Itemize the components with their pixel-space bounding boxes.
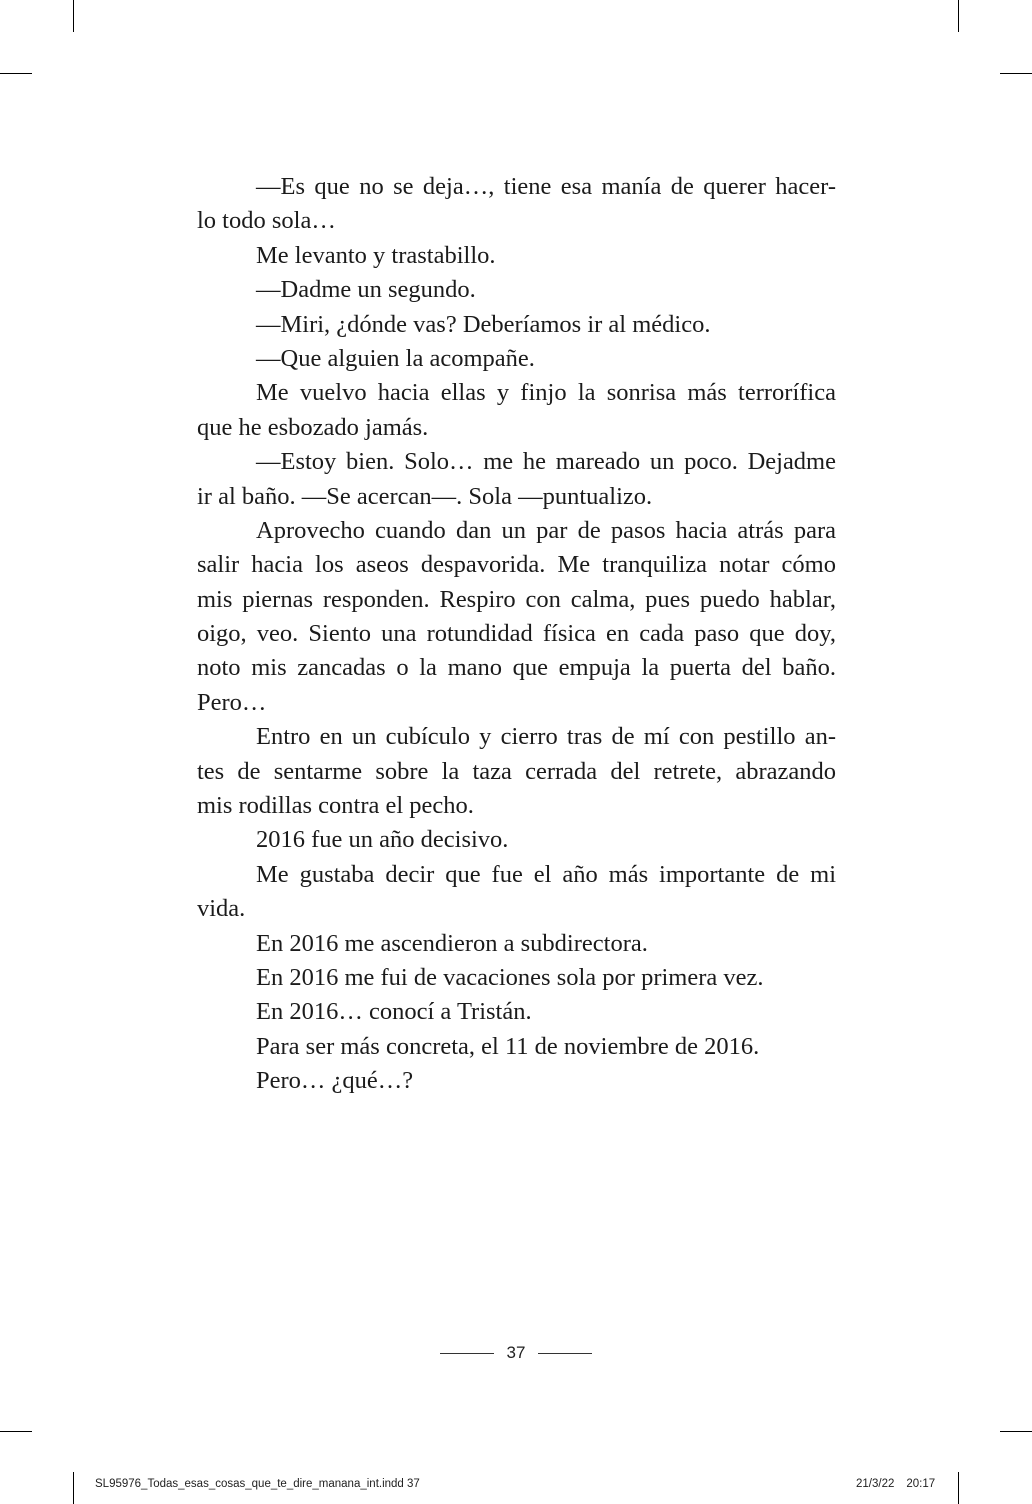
text-line: Para ser más concreta, el 11 de noviembre de 2016. bbox=[256, 1032, 760, 1060]
text-line: —Estoy bien. Solo… me he mareado un poco. Dejadme bbox=[256, 448, 836, 476]
slug-filename: SL95976_Todas_esas_cosas_que_te_dire_manana_int.indd 37 bbox=[95, 1478, 420, 1490]
text-line: mis piernas responden. Respiro con calma, pues puedo hablar, bbox=[197, 585, 836, 613]
text-line: —Que alguien la acompañe. bbox=[256, 344, 535, 372]
slug-date: 21/3/22 bbox=[856, 1478, 895, 1490]
text-line: vida. bbox=[197, 895, 246, 923]
text-line: Me vuelvo hacia ellas y finjo la sonrisa más terrorífica bbox=[256, 379, 836, 407]
text-line: Entro en un cubículo y cierro tras de mí con pestillo an- bbox=[256, 723, 836, 751]
crop-mark-left-bottom bbox=[0, 1431, 32, 1432]
crop-mark-right-bottom bbox=[1000, 1431, 1032, 1432]
text-line: En 2016… conocí a Tristán. bbox=[256, 998, 532, 1026]
text-line: Aprovecho cuando dan un par de pasos hacia atrás para bbox=[256, 516, 836, 544]
slug-time: 20:17 bbox=[906, 1478, 936, 1490]
page-number: 37 bbox=[506, 1343, 526, 1362]
crop-mark-bottom-right bbox=[958, 1472, 959, 1504]
crop-mark-bottom-left bbox=[73, 1472, 74, 1504]
page-folio bbox=[0, 1338, 1032, 1368]
text-line: ir al baño. —Se acercan—. Sola —puntualizo. bbox=[197, 482, 653, 510]
slug-timestamp bbox=[856, 1478, 935, 1490]
text-line: —Dadme un segundo. bbox=[256, 276, 476, 304]
text-line: que he esbozado jamás. bbox=[197, 413, 429, 441]
text-line: noto mis zancadas o la mano que empuja la puerta del baño. bbox=[197, 654, 836, 682]
text-line: —Miri, ¿dónde vas? Deberíamos ir al médico. bbox=[256, 310, 711, 338]
text-line: En 2016 me ascendieron a subdirectora. bbox=[256, 929, 648, 957]
text-line: —Es que no se deja…, tiene esa manía de querer hacer- bbox=[256, 173, 836, 200]
folio-rule-left bbox=[440, 1353, 494, 1354]
text-line: Pero… ¿qué…? bbox=[256, 1067, 414, 1095]
text-line: lo todo sola… bbox=[197, 207, 336, 235]
text-line: mis rodillas contra el pecho. bbox=[197, 792, 474, 820]
folio-rule-right bbox=[538, 1353, 592, 1354]
text-line: salir hacia los aseos despavorida. Me tranquiliza notar cómo bbox=[197, 551, 836, 579]
text-line: tes de sentarme sobre la taza cerrada del retrete, abrazando bbox=[197, 757, 836, 785]
crop-mark-top-right bbox=[958, 0, 959, 32]
crop-mark-right-top bbox=[1000, 73, 1032, 74]
text-line: 2016 fue un año decisivo. bbox=[256, 826, 509, 854]
crop-mark-left-top bbox=[0, 73, 32, 74]
crop-mark-top-left bbox=[73, 0, 74, 32]
text-line: Pero… bbox=[197, 688, 267, 716]
text-line: En 2016 me fui de vacaciones sola por primera vez. bbox=[256, 963, 764, 991]
text-line: oigo, veo. Siento una rotundidad física en cada paso que doy, bbox=[197, 620, 836, 648]
text-line: Me gustaba decir que fue el año más importante de mi bbox=[256, 860, 836, 888]
body-text bbox=[197, 170, 836, 1099]
text-line: Me levanto y trastabillo. bbox=[256, 241, 496, 269]
